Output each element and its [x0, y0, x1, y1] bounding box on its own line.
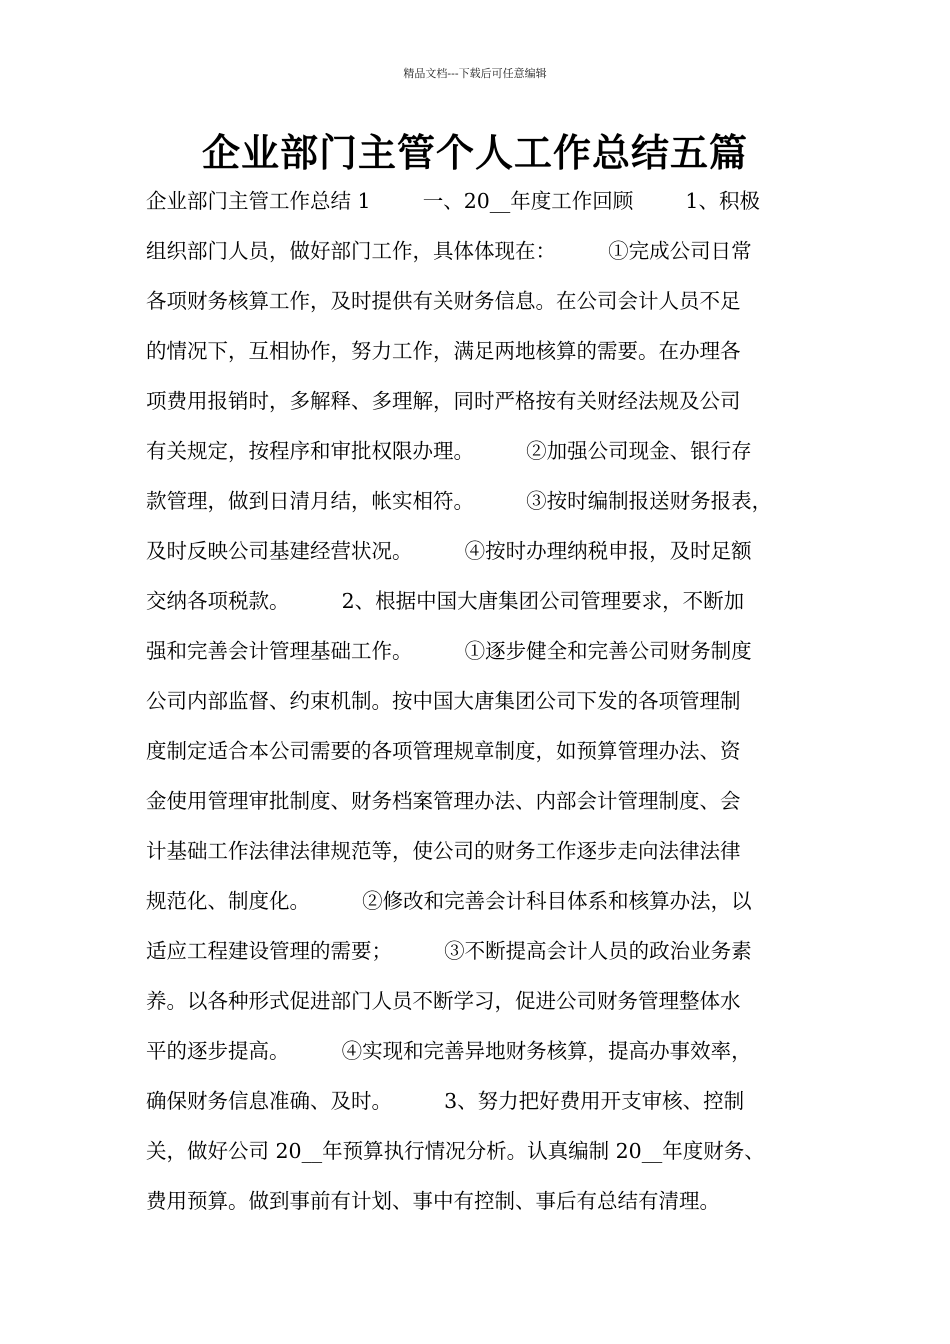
body-line: 及时反映公司基建经营状况。 ④按时办理纳税申报，及时足额: [146, 539, 752, 563]
body-line: 确保财务信息准确、及时。 3、努力把好费用开支审核、控制: [146, 1089, 745, 1113]
body-line: 交纳各项税款。 2、根据中国大唐集团公司管理要求，不断加: [146, 589, 745, 613]
body-line: 关，做好公司 20__年预算执行情况分析。认真编制 20__年度财务、: [146, 1139, 765, 1163]
body-line: 款管理，做到日清月结，帐实相符。 ③按时编制报送财务报表，: [146, 489, 773, 513]
body-line: 企业部门主管工作总结 1 一、20__年度工作回顾 1、积极: [146, 189, 760, 213]
body-line: 适应工程建设管理的需要； ③不断提高会计人员的政治业务素: [146, 939, 752, 963]
body-line: 有关规定，按程序和审批权限办理。 ②加强公司现金、银行存: [146, 439, 752, 463]
body-line: 规范化、制度化。 ②修改和完善会计科目体系和核算办法，以: [146, 889, 752, 913]
body-line: 度制定适合本公司需要的各项管理规章制度，如预算管理办法、资: [146, 739, 741, 763]
body-line: 养。以各种形式促进部门人员不断学习，促进公司财务管理整体水: [146, 989, 741, 1013]
header-note: 精品文档---下载后可任意编辑: [403, 67, 547, 80]
body-line: 强和完善会计管理基础工作。 ①逐步健全和完善公司财务制度: [146, 639, 752, 663]
body-line: 费用预算。做到事前有计划、事中有控制、事后有总结有清理。: [146, 1189, 720, 1213]
body-line: 平的逐步提高。 ④实现和完善异地财务核算，提高办事效率，: [146, 1039, 752, 1063]
document-body: [146, 176, 818, 1226]
body-line: 组织部门人员，做好部门工作，具体体现在： ①完成公司日常: [146, 239, 752, 263]
body-line: 金使用管理审批制度、财务档案管理办法、内部会计管理制度、会: [146, 789, 741, 813]
body-line: 的情况下，互相协作，努力工作，满足两地核算的需要。在办理各: [146, 339, 741, 363]
body-line: 各项财务核算工作，及时提供有关财务信息。在公司会计人员不足: [146, 289, 741, 313]
document-title: 企业部门主管个人工作总结五篇: [201, 130, 748, 175]
body-line: 项费用报销时，多解释、多理解，同时严格按有关财经法规及公司: [146, 389, 741, 413]
body-line: 计基础工作法律法律规范等，使公司的财务工作逐步走向法律法律: [146, 839, 741, 863]
body-line: 公司内部监督、约束机制。按中国大唐集团公司下发的各项管理制: [146, 689, 741, 713]
